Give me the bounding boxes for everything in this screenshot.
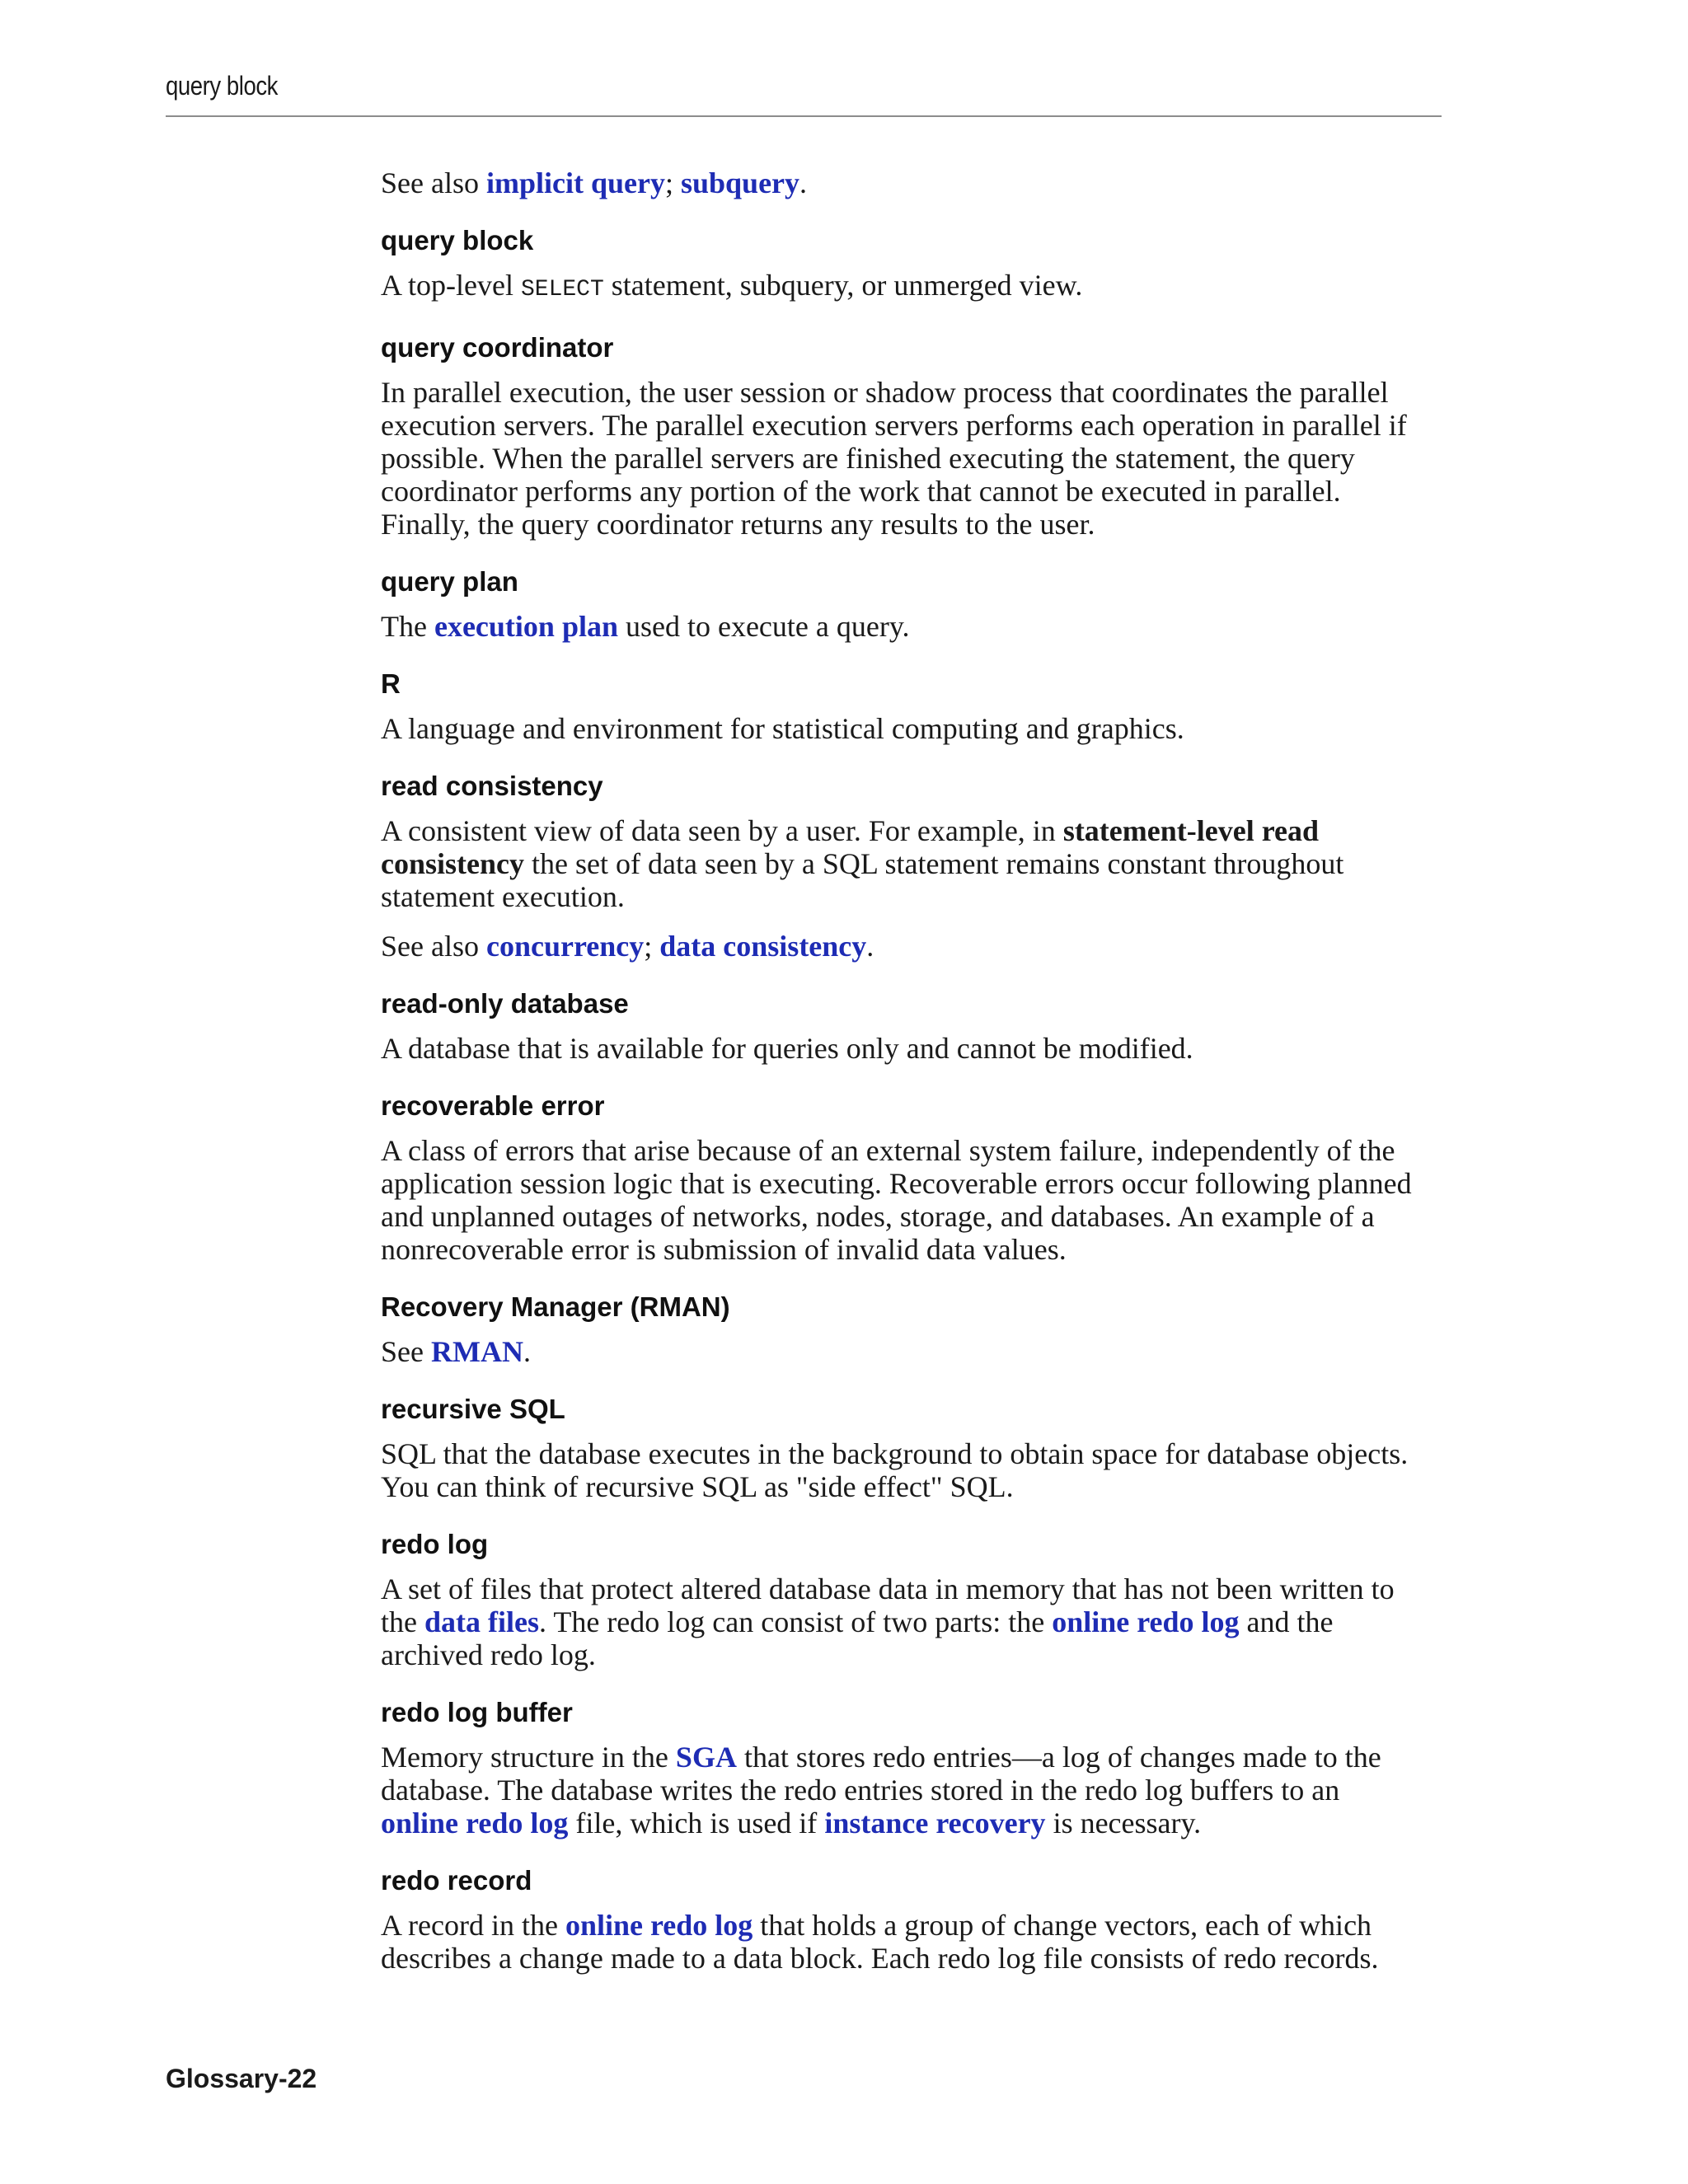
definition-redo-log-buffer: Memory structure in the SGA that stores redo entries—a log of changes made to the database. The database writes the redo entries stored in the redo log buffers to an online redo log file, which is used if instance recovery is necessary. [381,1741,1381,1840]
page-number: Glossary-22 [166,2064,317,2093]
definition-recoverable-error: A class of errors that arise because of an external system failure, independently of the application session logic that is executing. Recoverable errors occur following planned and unplanned outages of networks, nodes, storage, and databases. An example of a nonrecoverable error is submission of invalid data values. [381,1134,1412,1266]
term-query-plan: query plan [381,566,518,597]
header-rule [166,115,1442,117]
term-redo-log: redo log [381,1529,489,1559]
definition-query-coordinator: In parallel execution, the user session or shadow process that coordinates the parallel execution servers. The parallel execution servers performs each operation in parallel if possible. When the parallel servers are finished executing the statement, the query coordinator performs any portion of the work that cannot be executed in parallel. Finally, the query coordinator returns any results to the user. [381,376,1407,541]
link-sga[interactable]: SGA [675,1741,737,1774]
link-online-redo-log[interactable]: online redo log [1052,1605,1240,1638]
term-read-consistency: read consistency [381,771,603,801]
term-r: R [381,668,401,699]
definition-query-block: A top-level SELECT statement, subquery, or unmerged view. [381,269,1083,302]
term-recovery-manager: Recovery Manager (RMAN) [381,1291,730,1322]
term-redo-log-buffer: redo log buffer [381,1697,573,1727]
see-also-read-consistency: See also concurrency; data consistency. [381,930,874,963]
link-online-redo-log[interactable]: online redo log [381,1807,569,1840]
link-online-redo-log[interactable]: online redo log [565,1909,753,1942]
term-query-coordinator: query coordinator [381,332,614,363]
intro-see-also: See also implicit query; subquery. [381,166,808,199]
definition-r: A language and environment for statistical computing and graphics. [381,712,1184,745]
link-implicit-query[interactable]: implicit query [485,166,665,199]
term-query-block: query block [381,225,534,255]
link-execution-plan[interactable]: execution plan [434,610,618,643]
definition-read-consistency: A consistent view of data seen by a user. For example, in statement-level read consistency the set of data seen by a SQL statement remains constant throughout statement execution. [381,814,1344,913]
link-data-consistency[interactable]: data consistency [659,930,867,963]
definition-redo-record: A record in the online redo log that holds a group of change vectors, each of which describes a change made to a data block. Each redo log file consists of redo records. [381,1909,1379,1975]
link-instance-recovery[interactable]: instance recovery [824,1807,1046,1840]
term-recoverable-error: recoverable error [381,1090,605,1121]
term-recursive-sql: recursive SQL [381,1394,565,1424]
running-header: query block [166,71,279,101]
link-data-files[interactable]: data files [424,1605,539,1638]
link-subquery[interactable]: subquery [680,166,800,199]
definition-read-only-database: A database that is available for queries only and cannot be modified. [381,1032,1193,1065]
term-redo-record: redo record [381,1865,532,1896]
glossary-content [381,166,1444,1975]
definition-recursive-sql: SQL that the database executes in the background to obtain space for database objects. You can think of recursive SQL as "side effect" SQL. [381,1437,1409,1503]
definition-recovery-manager: See RMAN. [381,1335,531,1368]
definition-redo-log: A set of files that protect altered database data in memory that has not been written to the data files. The redo log can consist of two parts: the online redo log and the archived redo log. [381,1572,1395,1671]
link-concurrency[interactable]: concurrency [485,930,645,963]
definition-query-plan: The execution plan used to execute a query. [381,610,910,643]
code-select: SELECT [520,277,604,302]
link-rman[interactable]: RMAN [430,1335,523,1368]
term-read-only-database: read-only database [381,988,629,1019]
